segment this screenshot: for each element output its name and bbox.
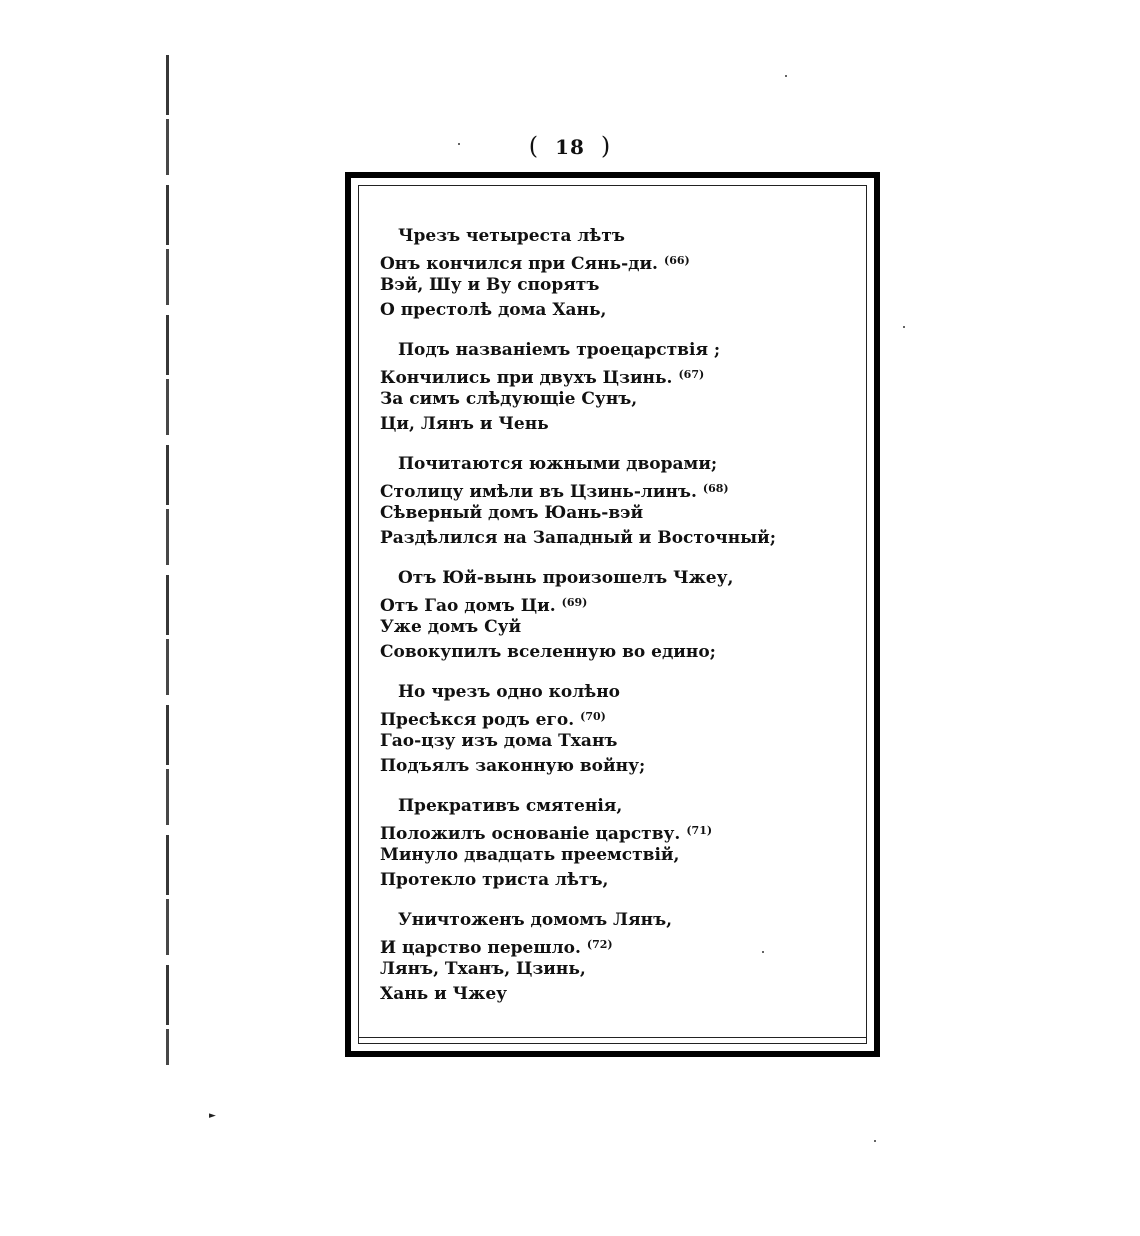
stanza bbox=[380, 452, 854, 550]
poem-line-text: Онъ кончился при Сянь-ди. bbox=[380, 253, 658, 274]
footnote-marker: (72) bbox=[586, 937, 613, 951]
poem-line bbox=[380, 868, 854, 893]
stanza bbox=[380, 794, 854, 892]
scan-binding-edge bbox=[166, 55, 169, 1065]
poem-line-text: Минуло двадцать преемствій, bbox=[380, 845, 680, 865]
poem-line-text: Кончились при двухъ Цзинь. bbox=[380, 367, 673, 388]
poem-line bbox=[380, 566, 854, 591]
poem-line bbox=[380, 908, 854, 933]
scan-speck bbox=[874, 1140, 876, 1142]
page-number-close-paren: ) bbox=[600, 132, 612, 160]
poem-line-text: Совокупилъ вселенную во едино; bbox=[380, 641, 716, 662]
poem-line bbox=[380, 298, 854, 323]
page-number bbox=[0, 132, 1140, 160]
stanza bbox=[380, 338, 854, 436]
poem-line-text: И царство перешло. bbox=[380, 937, 581, 958]
poem-line-text: Ци, Лянъ и Чень bbox=[380, 413, 549, 434]
poem bbox=[380, 224, 854, 1022]
poem-line-text: Столицу имѣли въ Цзинь-линъ. bbox=[380, 481, 697, 502]
poem-line-text: Уничтоженъ домомъ Лянъ, bbox=[398, 910, 673, 930]
stanza bbox=[380, 224, 854, 322]
poem-line-text: Подъялъ законную войну; bbox=[380, 755, 646, 776]
footnote-marker: (69) bbox=[561, 595, 588, 609]
poem-line bbox=[380, 705, 854, 730]
stanza bbox=[380, 680, 854, 778]
poem-line bbox=[380, 591, 854, 616]
poem-line-text: Пресѣкся родъ его. bbox=[380, 709, 575, 730]
poem-line-text: Отъ Юй-вынь произошелъ Чжеу, bbox=[398, 568, 734, 588]
page-number-open-paren: ( bbox=[528, 132, 540, 160]
poem-line-text: Гао-цзу изъ дома Тханъ bbox=[380, 731, 618, 751]
poem-line-text: Отъ Гао домъ Ци. bbox=[380, 595, 556, 616]
footnote-marker: (70) bbox=[580, 709, 606, 723]
poem-line bbox=[380, 819, 854, 844]
poem-line bbox=[380, 754, 854, 779]
poem-line-text: Сѣверный домъ Юань-вэй bbox=[380, 503, 644, 523]
poem-line bbox=[380, 249, 854, 274]
poem-line-text: Лянъ, Тханъ, Цзинь, bbox=[380, 959, 586, 979]
poem-line-text: Раздѣлился на Западный и Восточный; bbox=[380, 527, 777, 548]
poem-line bbox=[380, 680, 854, 705]
footnote-marker: (71) bbox=[686, 823, 713, 837]
poem-line-text: Почитаются южными дворами; bbox=[398, 454, 718, 474]
poem-line-text: Протекло триста лѣтъ, bbox=[380, 869, 609, 890]
text-frame bbox=[345, 172, 880, 1057]
page-number-value: 18 bbox=[555, 135, 585, 159]
poem-line-text: За симъ слѣдующіе Сунъ, bbox=[380, 389, 638, 409]
poem-line bbox=[380, 412, 854, 437]
scan-speck bbox=[458, 143, 460, 145]
poem-line-text: Подъ названіемъ троецарствія ; bbox=[398, 340, 721, 360]
poem-line bbox=[380, 729, 854, 754]
poem-line bbox=[380, 224, 854, 249]
poem-line bbox=[380, 615, 854, 640]
poem-line-text: Чрезъ четыреста лѣтъ bbox=[398, 226, 625, 246]
poem-line bbox=[380, 273, 854, 298]
poem-line-text: Вэй, Шу и Ву спорятъ bbox=[380, 275, 600, 295]
scan-speck bbox=[903, 326, 905, 328]
poem-line bbox=[380, 982, 854, 1007]
scan-arrow-mark: ► bbox=[209, 1111, 216, 1121]
poem-line bbox=[380, 338, 854, 363]
poem-line bbox=[380, 501, 854, 526]
poem-line-text: Хань и Чжеу bbox=[380, 983, 508, 1004]
footnote-marker: (66) bbox=[663, 253, 690, 267]
poem-line bbox=[380, 387, 854, 412]
stanza bbox=[380, 908, 854, 1006]
stanza bbox=[380, 566, 854, 664]
scan-speck bbox=[762, 951, 764, 953]
poem-line bbox=[380, 957, 854, 982]
scan-speck bbox=[785, 75, 787, 77]
poem-line bbox=[380, 452, 854, 477]
footnote-marker: (68) bbox=[702, 481, 729, 495]
poem-line bbox=[380, 363, 854, 388]
poem-line-text: Положилъ основаніе царству. bbox=[380, 823, 681, 844]
poem-line-text: Прекративъ смятенія, bbox=[398, 796, 623, 816]
poem-line bbox=[380, 843, 854, 868]
poem-line bbox=[380, 526, 854, 551]
poem-line-text: Уже домъ Суй bbox=[380, 617, 522, 637]
poem-line-text: Но чрезъ одно колѣно bbox=[398, 682, 620, 702]
poem-line-text: О престолѣ дома Хань, bbox=[380, 299, 607, 320]
poem-line bbox=[380, 640, 854, 665]
footnote-marker: (67) bbox=[678, 367, 705, 381]
poem-line bbox=[380, 933, 854, 958]
poem-line bbox=[380, 477, 854, 502]
poem-line bbox=[380, 794, 854, 819]
